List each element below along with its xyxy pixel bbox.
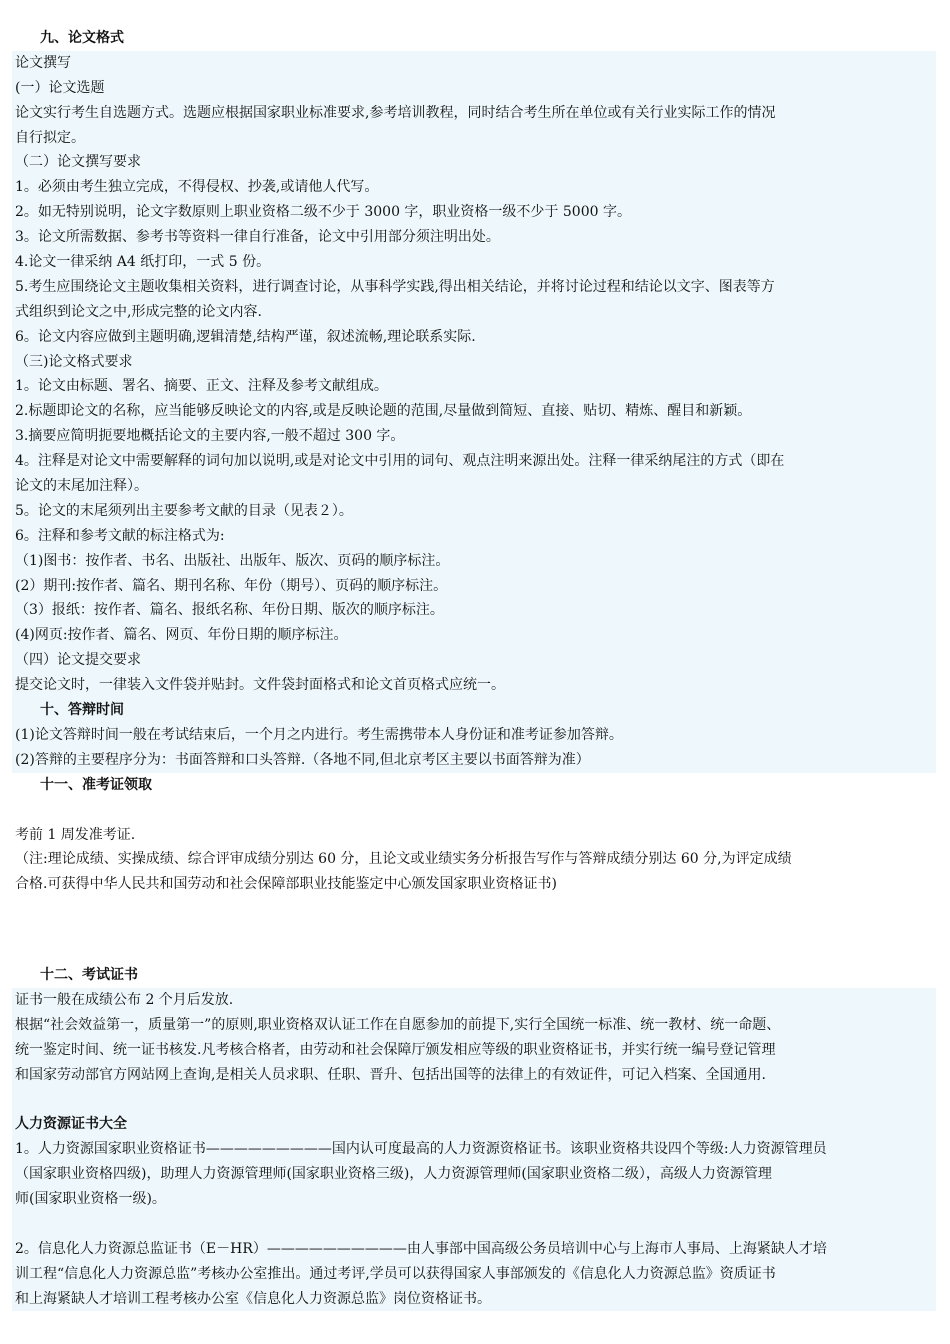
text-line: 6。注释和参考文献的标注格式为: xyxy=(12,524,936,549)
section-10-heading: 十、答辩时间 xyxy=(12,698,936,723)
text-line: 1。论文由标题、署名、摘要、正文、注释及参考文献组成。 xyxy=(12,374,936,399)
text-line: 证书一般在成绩公布 2 个月后发放. xyxy=(12,988,936,1013)
spacer xyxy=(0,897,950,947)
text-line: （四）论文提交要求 xyxy=(12,648,936,673)
text-line: 2。信息化人力资源总监证书（E－HR）——————————由人事部中国高级公务员培训中心与上海市人事局、上海紧缺人才培 xyxy=(12,1237,936,1262)
text-line: 4.论文一律采纳 A4 纸打印，一式 5 份。 xyxy=(12,250,936,275)
spacer xyxy=(0,798,950,823)
text-line: 论文的末尾加注释）。 xyxy=(12,474,936,499)
section-12-heading: 十二、考试证书 xyxy=(40,966,138,983)
blank-line xyxy=(12,1087,936,1112)
hr-certificates-heading: 人力资源证书大全 xyxy=(12,1112,936,1137)
text-line: 5。论文的末尾须列出主要参考文献的目录（见表２）。 xyxy=(12,499,936,524)
text-line: 2.标题即论文的名称，应当能够反映论文的内容,或是反映论题的范围,尽量做到简短、直接、贴切、精炼、醒目和新颖。 xyxy=(12,399,936,424)
text-line: 3.摘要应简明扼要地概括论文的主要内容,一般不超过 300 字。 xyxy=(12,424,936,449)
section-10-body xyxy=(0,723,950,773)
text-line: （3）报纸：按作者、篇名、报纸名称、年份日期、版次的顺序标注。 xyxy=(12,598,936,623)
text-line: (1)论文答辩时间一般在考试结束后，一个月之内进行。考生需携带本人身份证和准考证参加答辩。 xyxy=(12,723,936,748)
spacer xyxy=(0,947,950,963)
text-line: （三)论文格式要求 xyxy=(12,350,936,375)
text-line: 6。论文内容应做到主题明确,逻辑清楚,结构严谨，叙述流畅,理论联系实际. xyxy=(12,325,936,350)
text-line: （注:理论成绩、实操成绩、综合评审成绩分别达 60 分，且论文或业绩实务分析报告写作与答辩成绩分别达 60 分,为评定成绩 xyxy=(15,851,792,868)
text-line: 1。必须由考生独立完成，不得侵权、抄袭,或请他人代写。 xyxy=(12,175,936,200)
section-11-body xyxy=(0,823,950,898)
text-line: (一）论文选题 xyxy=(12,76,936,101)
section-11-heading: 十一、准考证领取 xyxy=(40,776,152,793)
text-line: 3。论文所需数据、参考书等资料一律自行准备，论文中引用部分须注明出处。 xyxy=(12,225,936,250)
text-line: 式组织到论文之中,形成完整的论文内容. xyxy=(12,300,936,325)
text-line: 和上海紧缺人才培训工程考核办公室《信息化人力资源总监》岗位资格证书。 xyxy=(12,1287,936,1312)
text-line: 自行拟定。 xyxy=(12,126,936,151)
text-line: 师(国家职业资格一级)。 xyxy=(12,1187,936,1212)
hr-certificates-body xyxy=(0,1137,950,1311)
text-line: 提交论文时，一律装入文件袋并贴封。文件袋封面格式和论文首页格式应统一。 xyxy=(12,673,936,698)
text-line: 1。人力资源国家职业资格证书—————————国内认可度最高的人力资源资格证书。该职业资格共设四个等级:人力资源管理员 xyxy=(12,1137,936,1162)
text-line: （国家职业资格四级)，助理人力资源管理师(国家职业资格三级)，人力资源管理师(国家职业资格二级），高级人力资源管理 xyxy=(12,1162,936,1187)
text-line: （二）论文撰写要求 xyxy=(12,150,936,175)
text-line: 论文实行考生自选题方式。选题应根据国家职业标准要求,参考培训教程，同时结合考生所在单位或有关行业实际工作的情况 xyxy=(12,101,936,126)
text-line: 统一鉴定时间、统一证书核发.凡考核合格者，由劳动和社会保障厅颁发相应等级的职业资格证书，并实行统一编号登记管理 xyxy=(12,1038,936,1063)
section-12-body xyxy=(0,988,950,1112)
text-line: 2。如无特别说明，论文字数原则上职业资格二级不少于 3000 字，职业资格一级不少于 5000 字。 xyxy=(12,200,936,225)
text-line: 根据“社会效益第一，质量第一”的原则,职业资格双认证工作在自愿参加的前提下,实行全国统一标准、统一教材、统一命题、 xyxy=(12,1013,936,1038)
text-line: (2）期刊:按作者、篇名、期刊名称、年份（期号）、页码的顺序标注。 xyxy=(12,574,936,599)
text-line: 和国家劳动部官方网站网上查询,是相关人员求职、任职、晋升、包括出国等的法律上的有效证件，可记入档案、全国通用. xyxy=(12,1063,936,1088)
text-line: 合格.可获得中华人民共和国劳动和社会保障部职业技能鉴定中心颁发国家职业资格证书) xyxy=(15,876,557,893)
blank-line xyxy=(12,1212,936,1237)
text-line: 5.考生应围绕论文主题收集相关资料，进行调查讨论，从事科学实践,得出相关结论，并将讨论过程和结论以文字、图表等方 xyxy=(12,275,936,300)
text-line: (2)答辩的主要程序分为：书面答辩和口头答辩.（各地不同,但北京考区主要以书面答辩为准） xyxy=(12,748,936,773)
text-line: 考前 1 周发准考证. xyxy=(15,826,136,843)
section-9-heading: 九、论文格式 xyxy=(40,30,124,46)
section-9-body xyxy=(0,51,950,698)
document-page xyxy=(0,26,950,1311)
text-line: （1)图书：按作者、书名、出版社、出版年、版次、页码的顺序标注。 xyxy=(12,549,936,574)
text-line: 训工程“信息化人力资源总监”考核办公室推出。通过考评,学员可以获得国家人事部颁发的《信息化人力资源总监》资质证书 xyxy=(12,1262,936,1287)
text-line: 论文撰写 xyxy=(12,51,936,76)
text-line: 4。注释是对论文中需要解释的词句加以说明,或是对论文中引用的词句、观点注明来源出处。注释一律采纳尾注的方式（即在 xyxy=(12,449,936,474)
text-line: (4)网页:按作者、篇名、网页、年份日期的顺序标注。 xyxy=(12,623,936,648)
